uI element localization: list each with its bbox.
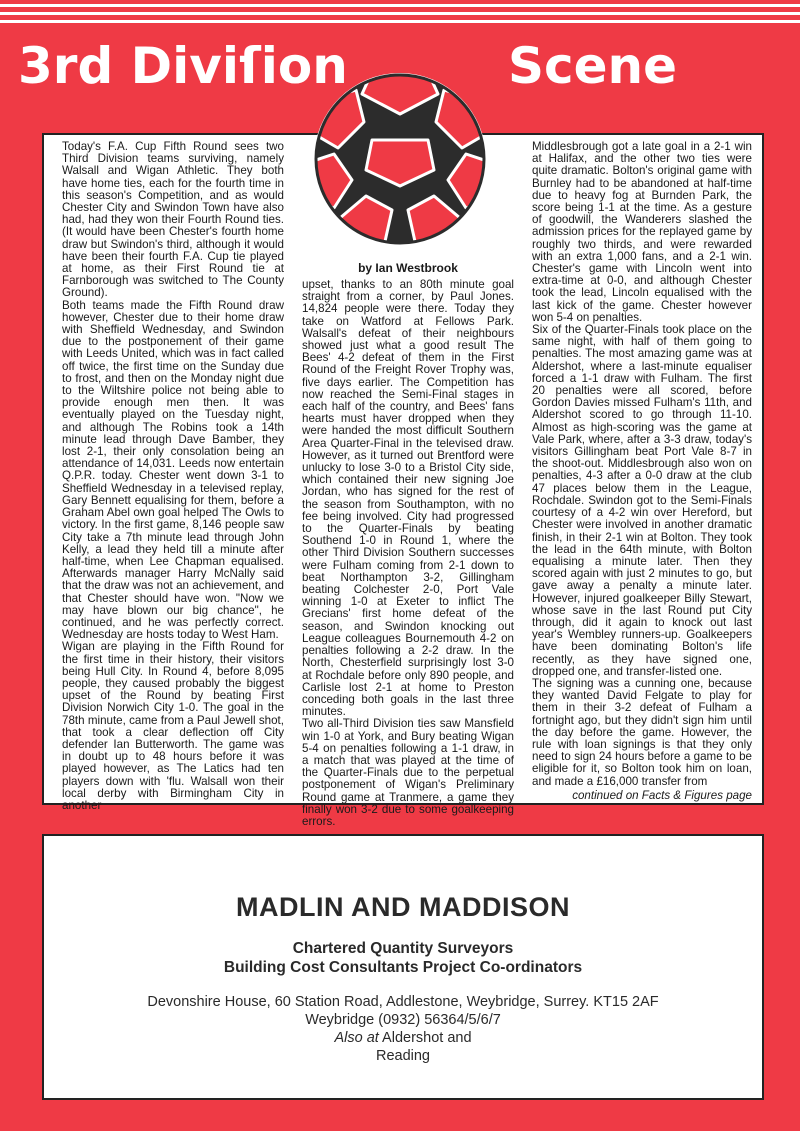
advert-branch-2: Reading bbox=[375, 1048, 430, 1064]
advert-services bbox=[44, 939, 762, 977]
football-icon bbox=[312, 70, 488, 248]
advert-service-line: Chartered Quantity Surveyors bbox=[292, 940, 514, 957]
paragraph: upset, thanks to an 80th minute goal straight from a corner, by Paul Jones. 14,824 people were there. Today they take on Watford at Fellows Park. Walsall's defeat of their neighbours showed just what a good result The Bees' 4-2 defeat of them in the First Round of the Freight Rover Trophy was, five days earlier. The Competition has now reached the Semi-Final stages in each half of the country, and Bees' fans hearts must haver dropped when they were handed the most difficult Southern Area Quarter-Final in the televised draw. However, as it turned out Brentford were unlucky to lose 3-0 to a Bristol City side, which contained their new signing Joe Jordan, who has signed for the rest of the season from Southampton, with no fee being involved. City had progressed to the Quarter-Finals by beating Southend 1-0 in Round 1, where the other Third Division Southern successes were Fulham coming from 2-1 down to beat Northampton 3-2, Gillingham beating Colchester 2-0, Port Vale winning 1-0 at Exeter to inflict The Grecians' first home defeat of the season, and Swindon knocking out League colleagues Bournemouth 4-2 on penalties following a 2-2 draw. In the North, Chesterfield surprisingly lost 3-0 at Rochdale before only 890 people, and Carlisle lost 2-1 at home to Preston conceding both goals in the last three minutes. bbox=[302, 278, 514, 719]
continued-note: continued on Facts & Figures page bbox=[572, 788, 752, 802]
advert-branch-1: Aldershot and bbox=[382, 1030, 472, 1046]
advert-also-label: Also at bbox=[334, 1030, 379, 1046]
paragraph: Wigan are playing in the Fifth Round for the first time in their history, their visitors being Hull City. In Round 4, before 8,095 people, they caused probably the biggest upset of the Round by beating First Division Norwich City 1-0. The goal in the 78th minute, came from a Paul Jewell shot, that took a clear deflection off City defender Ian Butterworth. The game was in doubt up to 48 hours before it was played however, as The Latics had ten players down with 'flu. Walsall won their local derby with Birmingham City in another bbox=[62, 640, 284, 812]
article-column-1 bbox=[62, 141, 284, 812]
advert-service-line: Building Cost Consultants Project Co-ordinators bbox=[223, 959, 583, 976]
paragraph: Middlesbrough got a late goal in a 2-1 win at Halifax, and the other two ties were quite dramatic. Bolton's original game with Burnley had to be abandoned at half-time due to heavy fog at Burnden Park, the score being 1-1 at the time. As a gesture of goodwill, the Wanderers slashed the admission prices for the replayed game by roughly two thirds, and were rewarded with an extra 1,000 fans, and a 2-1 win. Chester's game with Lincoln went into extra-time at 0-0, and although Chester took the lead, Lincoln equalised with the last kick of the game. Chester however won 5-4 on penalties. bbox=[532, 140, 752, 324]
advert-address bbox=[44, 993, 762, 1029]
page-title-left: 3rd Diviſion bbox=[18, 37, 348, 95]
paragraph: Both teams made the Fifth Round draw however, Chester due to their home draw with Sheffield Wednesday, and Swindon due to the postponement of their game with Leeds United, which was in fact called off twice, the first time on the Sunday due to frost, and then on the Monday night due to the Wiltshire police not being able to provide enough men then. It was eventually played on the Tuesday night, and although The Robins took a 14th minute lead through Dave Bamber, they lost 2-1, their only consolation being an attendance of 14,031. Leeds now entertain Q.P.R. today. Chester went down 3-1 to Sheffield Wednesday in a televised replay, Gary Bennett equalising for them, before a Graham Abel own goal helped The Owls to victory. In the first game, 8,146 people saw City take a 7th minute lead through John Kelly, a lead they held till a minute after half-time, when Lee Chapman equalised. Afterwards manager Harry McNally said that the draw was not an achievement, and that Chester should have won. "Now we may have blown our big chance", he continued, and he was perfectly correct. Wednesday are hosts today to West Ham. bbox=[62, 298, 284, 642]
paragraph: Two all-Third Division ties saw Mansfield win 1-0 at York, and Bury beating Wigan 5-4 on penalties following a 1-1 draw, in a match that was played at the time of the Quarter-Finals due to the perpetual postponement of Wigan's Preliminary Round game at Tranmere, a game they finally won 3-2 due to some goalkeeping errors. bbox=[302, 717, 514, 828]
advert-firm-name: MADLIN AND MADDISON bbox=[236, 892, 570, 922]
article-column-2 bbox=[302, 279, 514, 828]
paragraph: Six of the Quarter-Finals took place on the same night, with half of them going to penalties. The most amazing game was at Aldershot, where a last-minute equaliser forced a 1-1 draw with Fulham. The first 20 penalties were all scored, before Gordon Davies missed Fulham's 11th, and Aldershot scored to go through 11-10. Almost as high-scoring was the game at Vale Park, where, after a 3-3 draw, today's visitors Gillingham beat Port Vale 8-7 in the shoot-out. Middlesbrough also won on penalties, 4-3 after a 0-0 draw at the club 47 places below them in the League, Rochdale. Swindon got to the Semi-Finals courtesy of a 4-2 win over Hereford, but Chester were involved in another dramatic finish, in their 2-1 win at Bolton. They took the lead in the 64th minute, with Bolton equalising a minute later. Then they scored again with just 2 minutes to go, but gave away a penalty a minute later. However, injured goalkeeper Billy Stewart, whose save in the last Round put City through, did it again to knock out last year's Wembley runners-up. Goalkeepers have been dominating Bolton's life recently, as they have signed one, dropped one, and transfer-listed one. bbox=[532, 323, 752, 678]
top-stripe-2 bbox=[0, 12, 800, 15]
top-stripe-3 bbox=[0, 20, 800, 23]
paragraph: Today's F.A. Cup Fifth Round sees two Third Division teams surviving, namely Walsall and Wigan Athletic. They both have home ties, each for the fourth time in this season's Competition, and as would Chester City and Swindon Town have also had, had they won their Fourth Round ties. (It would have been Chester's fourth home draw but Swindon's third, although it would have been their fourth F.A. Cup tie played at home, as their First Round tie at Farnborough was switched to The County Ground). bbox=[62, 140, 284, 300]
advert-branches bbox=[44, 1029, 762, 1065]
page-title-right: Scene bbox=[508, 37, 678, 95]
advert-address-line: Devonshire House, 60 Station Road, Addlestone, Weybridge, Surrey. KT15 2AF bbox=[147, 994, 659, 1010]
byline: by Ian Westbrook bbox=[358, 261, 458, 275]
advert-box bbox=[42, 834, 764, 1100]
football-logo bbox=[312, 70, 488, 248]
article-column-3 bbox=[532, 141, 752, 802]
top-stripe-1 bbox=[0, 4, 800, 7]
advert-phone: Weybridge (0932) 56364/5/6/7 bbox=[305, 1012, 501, 1028]
paragraph: The signing was a cunning one, because they wanted David Felgate to play for them in their 3-2 defeat of Fulham a fortnight ago, but they didn't sign him until the day before the game. However, the rule with loan signings is that they only need to sign 24 hours before a game to be eligible for it, so Bolton took him on loan, and made a £16,000 transfer from bbox=[532, 676, 752, 788]
